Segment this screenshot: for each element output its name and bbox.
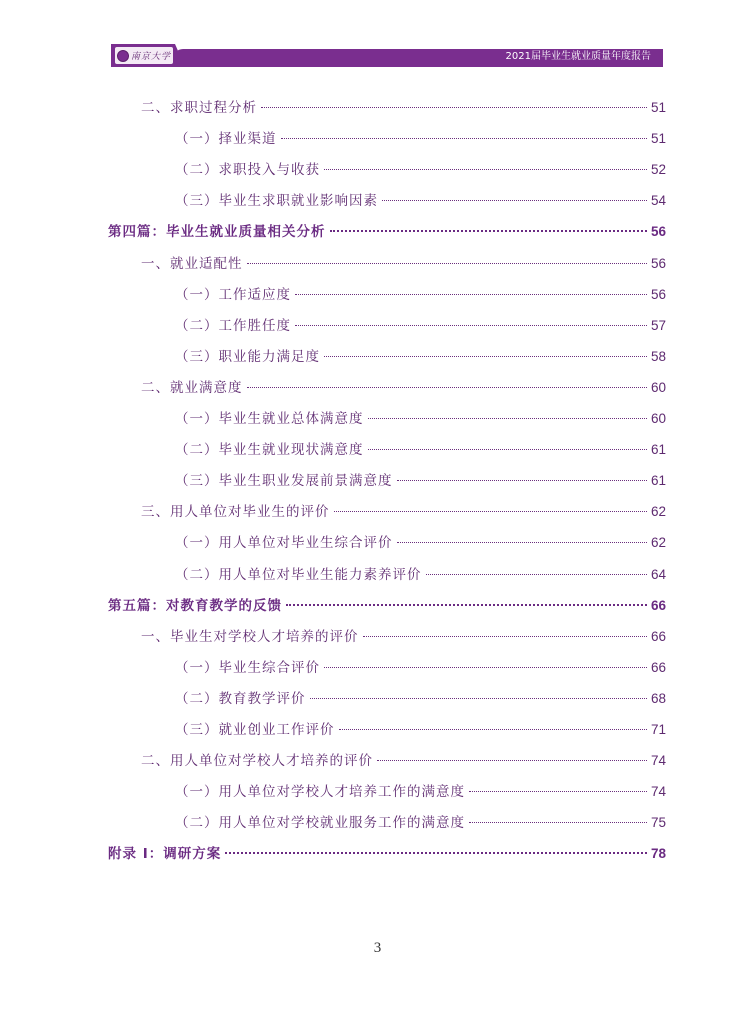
toc-dot-leader <box>382 200 647 201</box>
toc-dot-leader <box>469 822 647 823</box>
toc-dot-leader <box>377 760 647 761</box>
toc-entry[interactable] <box>175 347 666 367</box>
toc-entry-label: 第五篇：对教育教学的反馈 <box>108 598 282 614</box>
toc-entry[interactable] <box>175 285 666 305</box>
toc-entry[interactable] <box>175 160 666 180</box>
toc-entry-label: （一）择业渠道 <box>175 131 277 147</box>
toc-entry[interactable] <box>175 533 666 553</box>
toc-entry[interactable] <box>175 440 666 460</box>
toc-entry[interactable] <box>141 627 666 647</box>
page-number: 3 <box>373 940 382 956</box>
toc-entry-label: （三）毕业生求职就业影响因素 <box>175 193 378 209</box>
toc-entry-page: 58 <box>650 349 666 364</box>
toc-entry-page: 68 <box>650 691 666 706</box>
university-logo <box>115 47 173 64</box>
toc-dot-leader <box>310 698 647 699</box>
toc-entry-label: （二）求职投入与收获 <box>175 162 320 178</box>
toc-entry-page: 56 <box>650 224 666 239</box>
toc-entry-label: （一）毕业生综合评价 <box>175 660 320 676</box>
toc-dot-leader <box>363 636 647 637</box>
toc-entry-page: 74 <box>650 753 666 768</box>
toc-dot-leader <box>225 852 647 854</box>
toc-entry-label: （一）工作适应度 <box>175 287 291 303</box>
toc-entry-label: （三）毕业生职业发展前景满意度 <box>175 473 393 489</box>
toc-entry[interactable] <box>175 782 666 802</box>
report-title: 2021届毕业生就业质量年度报告 <box>505 51 651 62</box>
toc-entry-page: 62 <box>650 535 666 550</box>
toc-entry[interactable] <box>175 565 666 585</box>
toc-dot-leader <box>295 325 647 326</box>
toc-entry-page: 61 <box>650 442 666 457</box>
toc-entry[interactable] <box>175 316 666 336</box>
toc-entry-label: 二、求职过程分析 <box>141 100 257 116</box>
toc-entry-label: 三、用人单位对毕业生的评价 <box>141 504 330 520</box>
toc-entry[interactable] <box>108 596 666 616</box>
toc-entry-page: 51 <box>650 100 666 115</box>
toc-dot-leader <box>286 604 647 606</box>
toc-entry-page: 61 <box>650 473 666 488</box>
toc-dot-leader <box>261 107 647 108</box>
toc-entry-page: 54 <box>650 193 666 208</box>
toc-entry[interactable] <box>175 689 666 709</box>
toc-dot-leader <box>397 542 647 543</box>
toc-dot-leader <box>324 169 647 170</box>
toc-dot-leader <box>334 511 647 512</box>
toc-dot-leader <box>324 667 647 668</box>
toc-dot-leader <box>426 574 647 575</box>
toc-dot-leader <box>368 449 647 450</box>
toc-entry-label: （一）用人单位对毕业生综合评价 <box>175 535 393 551</box>
toc-entry[interactable] <box>141 378 666 398</box>
toc-dot-leader <box>281 138 647 139</box>
toc-entry-label: （二）用人单位对学校就业服务工作的满意度 <box>175 815 465 831</box>
toc-entry-page: 75 <box>650 815 666 830</box>
toc-entry[interactable] <box>141 98 666 118</box>
toc-entry-page: 60 <box>650 380 666 395</box>
toc-entry-page: 51 <box>650 131 666 146</box>
toc-entry-page: 62 <box>650 504 666 519</box>
toc-entry-label: （二）用人单位对毕业生能力素养评价 <box>175 567 422 583</box>
toc-entry[interactable] <box>141 751 666 771</box>
toc-entry[interactable] <box>175 658 666 678</box>
toc-entry-label: （一）用人单位对学校人才培养工作的满意度 <box>175 784 465 800</box>
toc-entry-page: 66 <box>650 598 666 613</box>
toc-entry[interactable] <box>141 254 666 274</box>
toc-entry[interactable] <box>141 502 666 522</box>
toc-entry-label: 一、就业适配性 <box>141 256 243 272</box>
toc-entry[interactable] <box>175 129 666 149</box>
toc-entry-page: 78 <box>650 846 666 861</box>
toc-entry-label: 一、毕业生对学校人才培养的评价 <box>141 629 359 645</box>
toc-entry-page: 56 <box>650 256 666 271</box>
toc-entry[interactable] <box>175 191 666 211</box>
toc-entry-label: （三）就业创业工作评价 <box>175 722 335 738</box>
toc-dot-leader <box>339 729 647 730</box>
toc-entry-page: 57 <box>650 318 666 333</box>
toc-entry-label: 二、用人单位对学校人才培养的评价 <box>141 753 373 769</box>
toc-dot-leader <box>397 480 647 481</box>
toc-entry[interactable] <box>175 720 666 740</box>
toc-dot-leader <box>295 294 647 295</box>
toc-entry-label: （二）工作胜任度 <box>175 318 291 334</box>
logo-text: 南京大学 <box>131 52 172 62</box>
toc-dot-leader <box>368 418 647 419</box>
toc-entry-label: 第四篇：毕业生就业质量相关分析 <box>108 224 326 240</box>
toc-entry-label: （二）毕业生就业现状满意度 <box>175 442 364 458</box>
toc-dot-leader <box>247 387 647 388</box>
toc-entry-page: 52 <box>650 162 666 177</box>
university-seal-icon <box>117 50 129 62</box>
toc-entry-page: 64 <box>650 567 666 582</box>
toc-entry-label: （二）教育教学评价 <box>175 691 306 707</box>
toc-entry[interactable] <box>108 222 666 242</box>
toc-entry-label: （一）毕业生就业总体满意度 <box>175 411 364 427</box>
toc-entry-page: 60 <box>650 411 666 426</box>
toc-dot-leader <box>324 356 647 357</box>
toc-entry[interactable] <box>175 813 666 833</box>
toc-entry-label: （三）职业能力满足度 <box>175 349 320 365</box>
toc-entry-label: 附录 I：调研方案 <box>108 846 222 862</box>
toc-entry-label: 二、就业满意度 <box>141 380 243 396</box>
toc-entry-page: 74 <box>650 784 666 799</box>
toc-dot-leader <box>330 230 647 232</box>
toc-dot-leader <box>247 263 647 264</box>
toc-entry-page: 71 <box>650 722 666 737</box>
toc-entry-page: 66 <box>650 629 666 644</box>
toc-entry[interactable] <box>175 409 666 429</box>
toc-entry[interactable] <box>175 471 666 491</box>
toc-dot-leader <box>469 791 647 792</box>
page-header <box>111 44 663 67</box>
toc-entry-page: 56 <box>650 287 666 302</box>
toc-entry-page: 66 <box>650 660 666 675</box>
toc-entry[interactable] <box>108 844 666 864</box>
